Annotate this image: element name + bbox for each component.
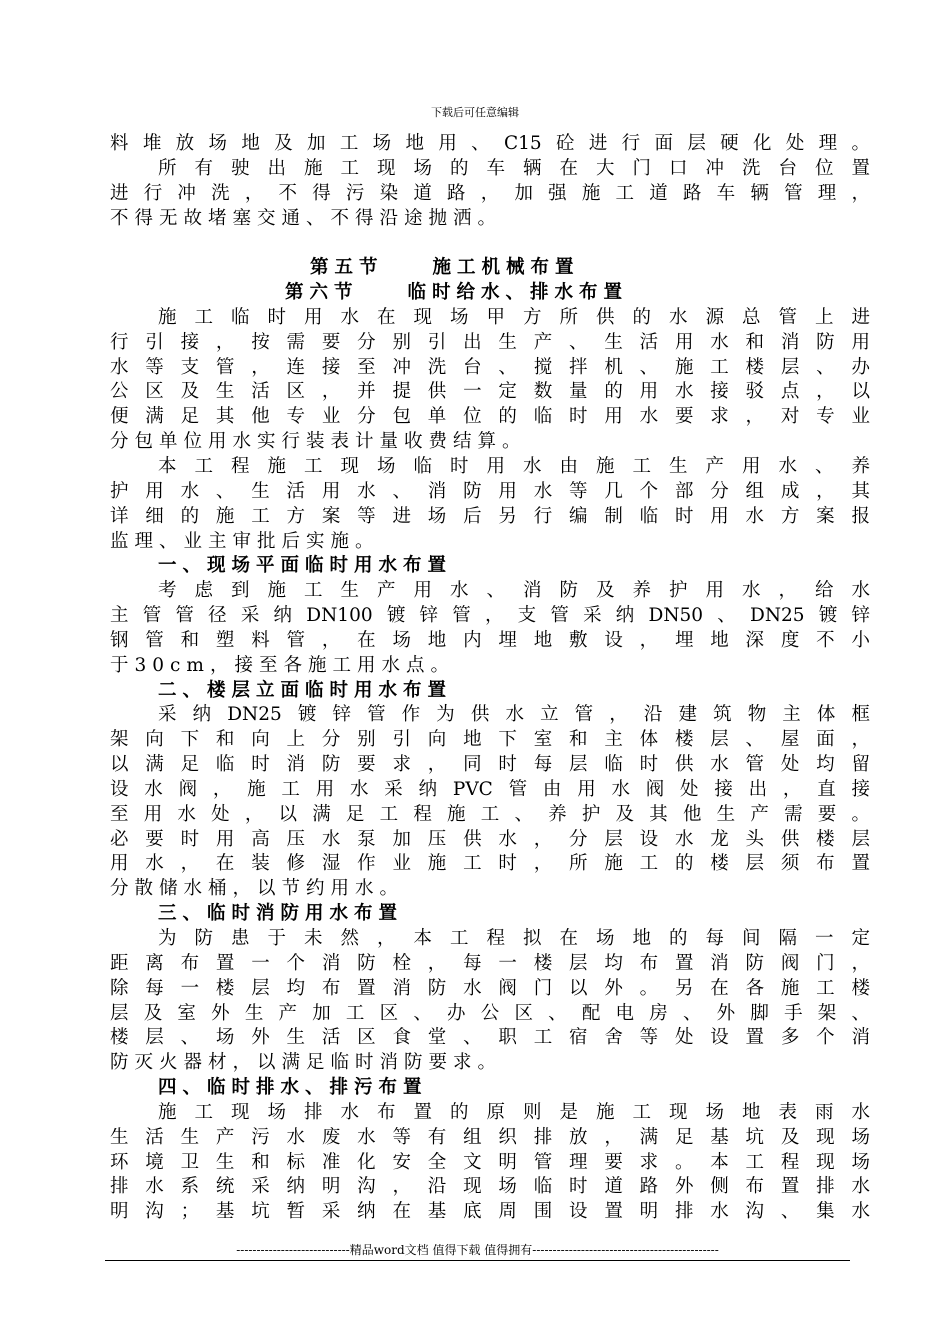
subsection-heading: 一、现场平面临时用水布置 (158, 555, 453, 577)
body-line: 环境卫生和标准化安全文明管理要求。本工程现场 (110, 1151, 870, 1173)
body-line: 排水系统采纳明沟，沿现场临时道路外侧布置排水 (110, 1176, 870, 1198)
body-line: 防灭火器材，以满足临时消防要求。 (110, 1052, 503, 1074)
subsection-heading: 四、临时排水、排污布置 (158, 1077, 428, 1099)
body-line: 考虑到施工生产用水、消防及养护用水，给水 (158, 580, 870, 602)
body-line: 设水阀，施工用水采纳PVC管由用水阀处接出，直接 (110, 778, 870, 800)
body-line: 分包单位用水实行装表计量收费结算。 (110, 431, 527, 453)
body-line: 必要时用高压水泵加压供水，分层设水龙头供楼层 (110, 828, 870, 850)
body-line: 以满足临时消防要求，同时每层临时供水管处均留 (110, 754, 870, 776)
body-line: 采纳DN25镀锌管作为供水立管，沿建筑物主体框 (158, 704, 870, 726)
body-line: 监理、业主审批后实施。 (110, 530, 380, 552)
blank-line (110, 231, 870, 256)
body-line: 分散储水桶，以节约用水。 (110, 878, 405, 900)
body-line: 进行冲洗，不得污染道路，加强施工道路车辆管理， (110, 182, 870, 204)
body-line: 生活生产污水废水等有组织排放，满足基坑及现场 (110, 1126, 870, 1148)
body-line: 水等支管，连接至冲洗台、搅拌机、施工楼层、办 (110, 356, 870, 378)
body-line: 所有驶出施工现场的车辆在大门口冲洗台位置 (158, 157, 870, 179)
body-line: 详细的施工方案等进场后另行编制临时用水方案报 (110, 505, 870, 527)
section-heading: 第五节 施工机械布置 (310, 257, 580, 279)
body-line: 公区及生活区，并提供一定数量的用水接驳点，以 (110, 381, 870, 403)
document-body (110, 132, 870, 1225)
body-line: 除每一楼层均布置消防水阀门以外。另在各施工楼 (110, 977, 870, 999)
body-line: 层及室外生产加工区、办公区、配电房、外脚手架、 (110, 1002, 870, 1024)
body-line: 施工现场排水布置的原则是施工现场地表雨水 (158, 1101, 870, 1123)
body-line: 至用水处，以满足工程施工、养护及其他生产需要。 (110, 803, 870, 825)
body-line: 施工临时用水在现场甲方所供的水源总管上进 (158, 306, 870, 328)
body-line: 楼层、场外生活区食堂、职工宿舍等处设置多个消 (110, 1027, 870, 1049)
subsection-heading: 三、临时消防用水布置 (158, 903, 404, 925)
body-line: 架向下和向上分别引向地下室和主体楼层、屋面， (110, 729, 870, 751)
body-line: 行引接，按需要分别引出生产、生活用水和消防用 (110, 331, 870, 353)
body-line: 主管管径采纳DN100镀锌管，支管采纳DN50、DN25镀锌 (110, 605, 870, 627)
body-line: 于30cm，接至各施工用水点。 (110, 654, 455, 676)
body-line: 钢管和塑料管，在场地内埋地敷设，埋地深度不小 (110, 629, 870, 651)
body-line: 不得无故堵塞交通、不得沿途抛洒。 (110, 207, 503, 229)
page-header: 下载后可任意编辑 (431, 106, 519, 119)
page-footer: ----------------------------精品word文档 值得下载 值得拥有---------------------------------------------- (236, 1243, 719, 1257)
body-line: 便满足其他专业分包单位的临时用水要求，对专业 (110, 406, 870, 428)
section-heading: 第六节 临时给水、排水布置 (285, 282, 629, 304)
subsection-heading: 二、楼层立面临时用水布置 (158, 679, 453, 701)
body-line: 护用水、生活用水、消防用水等几个部分组成，其 (110, 480, 870, 502)
body-line: 明沟；基坑暂采纳在基底周围设置明排水沟、集水 (110, 1201, 870, 1223)
body-line: 料堆放场地及加工场地用、C15砼进行面层硬化处理。 (110, 133, 870, 154)
body-line: 为防患于未然，本工程拟在场地的每间隔一定 (158, 928, 870, 949)
body-line: 距离布置一个消防栓，每一楼层均布置消防阀门， (110, 952, 870, 974)
body-line: 本工程施工现场临时用水由施工生产用水、养 (158, 455, 870, 477)
footer-rule (105, 1260, 850, 1261)
body-line: 用水，在装修湿作业施工时，所施工的楼层须布置 (110, 853, 870, 875)
